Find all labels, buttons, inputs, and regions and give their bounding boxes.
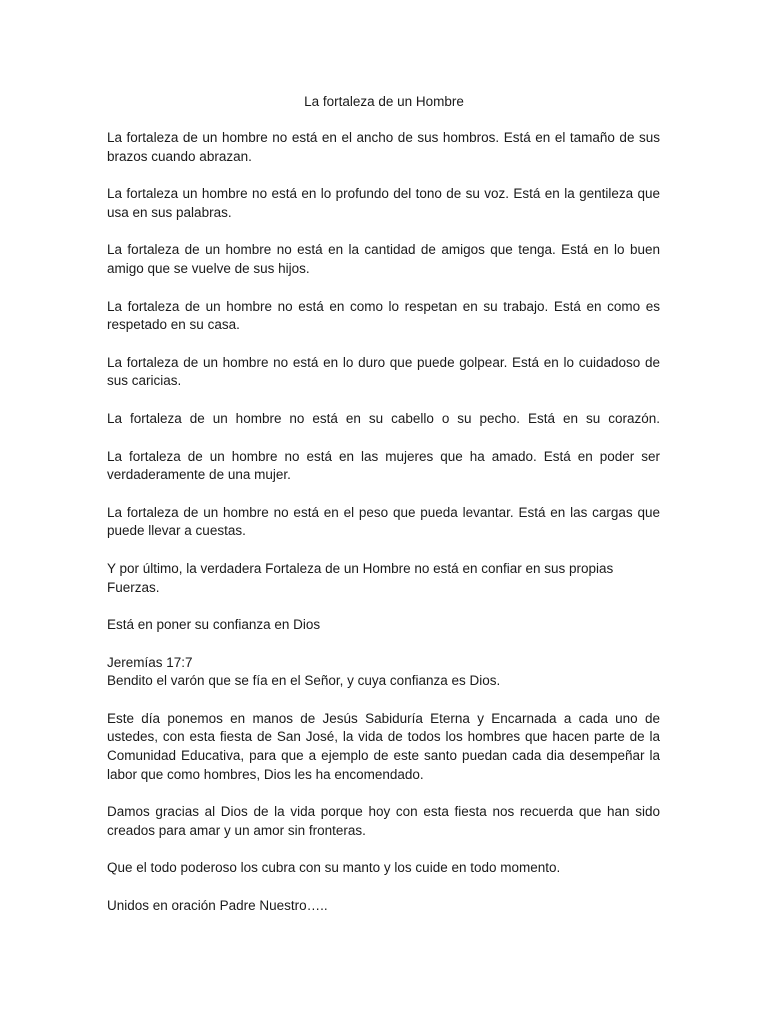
paragraph-8: La fortaleza de un hombre no está en el peso que pueda levantar. Está en las cargas que puede llevar a cuestas. xyxy=(107,504,660,539)
paragraph-1: La fortaleza de un hombre no está en el ancho de sus hombros. Está en el tamaño de sus brazos cuando abrazan. xyxy=(107,130,660,164)
paragraph-7: La fortaleza de un hombre no está en las mujeres que ha amado. Está en poder ser verdaderamente de una mujer. xyxy=(107,448,660,483)
closing-paragraph-3: Que el todo poderoso los cubra con su manto y los cuide en todo momento. xyxy=(107,860,561,876)
verse-text: Bendito el varón que se fía en el Señor, y cuya confianza es Dios. xyxy=(107,673,501,689)
paragraph-6: La fortaleza de un hombre no está en su cabello o su pecho. Está en su corazón. xyxy=(107,410,660,426)
paragraph-2: La fortaleza un hombre no está en lo profundo del tono de su voz. Está en la gentileza que usa en sus palabras. xyxy=(107,186,660,220)
paragraph-4: La fortaleza de un hombre no está en como lo respetan en su trabajo. Está en como es respetado en su casa. xyxy=(107,298,660,333)
closing-paragraph-4: Unidos en oración Padre Nuestro….. xyxy=(107,898,328,914)
closing-paragraph-2: Damos gracias al Dios de la vida porque hoy con esta fiesta nos recuerda que han sido creados para amar y un amor sin fronteras. xyxy=(107,804,660,838)
verse-reference: Jeremías 17:7 xyxy=(107,654,193,670)
closing-paragraph-1: Este día ponemos en manos de Jesús Sabiduría Eterna y Encarnada a cada uno de ustedes, con esta fiesta de San José, la vida de todos los hombres que hacen parte de la Comunidad Educativa, para que a ejemplo de este santo puedan cada dia desempeñar la labor que como hombres, Dios les ha encomendado. xyxy=(107,710,660,782)
paragraph-3: La fortaleza de un hombre no está en la cantidad de amigos que tenga. Está en lo buen amigo que se vuelve de sus hijos. xyxy=(107,242,660,276)
document-title: La fortaleza de un Hombre xyxy=(304,94,464,109)
paragraph-5: La fortaleza de un hombre no está en lo duro que puede golpear. Está en lo cuidadoso de sus caricias. xyxy=(107,354,660,389)
paragraph-9: Y por último, la verdadera Fortaleza de un Hombre no está en confiar en sus propias Fuerzas. xyxy=(107,560,614,595)
paragraph-10: Está en poner su confianza en Dios xyxy=(107,617,321,633)
document-body xyxy=(107,129,660,935)
bible-verse xyxy=(107,654,660,691)
